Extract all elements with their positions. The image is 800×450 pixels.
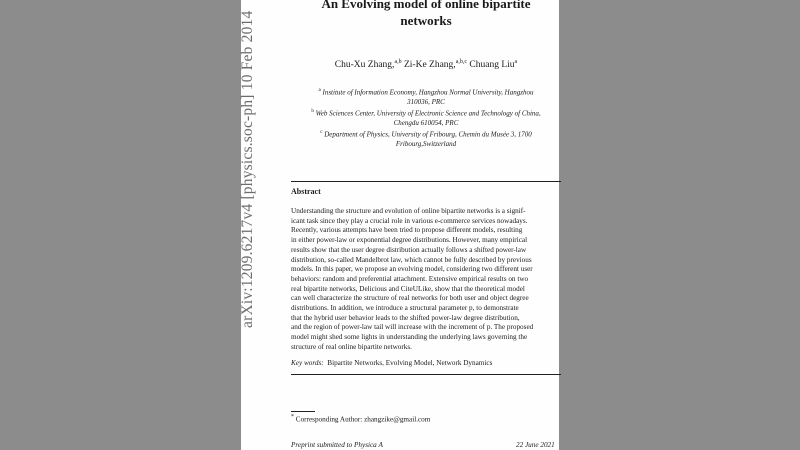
footnote: [291, 414, 430, 423]
arxiv-stamp: arXiv:1209.6217v4 [physics.soc-ph] 10 Feb 2014: [239, 10, 256, 328]
affiliation-b-line1: Web Sciences Center, University of Electronic Science and Technology of China,: [315, 109, 541, 118]
abstract-line: can well characterize the structure of real networks for both user and object degree: [291, 294, 529, 303]
abstract-line: distribution, so-called Mandelbrot law, which cannot be fully described by previous: [291, 255, 532, 264]
keywords-label: Key words:: [291, 359, 324, 367]
affiliation-c-line1: Department of Physics, University of Fribourg, Chemin du Musée 3, 1700: [324, 130, 532, 139]
paper-title: [291, 0, 561, 29]
affiliation-c: [291, 128, 561, 149]
abstract-line: results show that the user degree distribution actually follows a shifted power-law: [291, 245, 527, 254]
abstract-line: structure of real online bipartite networks.: [291, 342, 412, 351]
abstract-line: Recently, various attempts have been tried to propose different models, resulting: [291, 226, 523, 235]
abstract-line: Understanding the structure and evolution of online bipartite networks is a signif-: [291, 207, 526, 215]
affiliation-c-line2: Fribourg,Switzerland: [395, 140, 457, 149]
abstract-line: in either power-law or exponential degree distributions. However, many empirical: [291, 236, 528, 245]
pdf-page: [241, 0, 559, 450]
keywords-value: Bipartite Networks, Evolving Model, Network Dynamics: [327, 359, 493, 367]
author-2: Zi-Ke Zhang,: [401, 60, 456, 71]
preprint-date: 22 June 2021: [516, 441, 555, 449]
affiliation-a: [291, 86, 561, 107]
affiliation-b-mark: b: [311, 109, 314, 114]
keywords: [291, 359, 492, 367]
title-line-1: An Evolving model of online bipartite: [321, 0, 531, 11]
abstract-bottom-rule: [291, 374, 561, 375]
author-list: [291, 59, 561, 70]
author-1: Chu-Xu Zhang,: [334, 60, 395, 71]
abstract-line: distributions. In addition, we introduce a structural parameter p, to demonstrate: [291, 304, 519, 313]
abstract-line: behaviors: random and preferential attachment. Extensive empirical results on two: [291, 274, 529, 283]
title-line-2: networks: [400, 13, 452, 28]
author-1-affil: a,b: [394, 59, 402, 65]
abstract-line: models. In this paper, we propose an evolving model, considering two different user: [291, 265, 533, 274]
affiliation-a-line2: 310036, PRC: [407, 98, 445, 107]
abstract-line: model might shed some lights in understanding the underlying laws governing the: [291, 333, 528, 342]
abstract-line: that the hybrid user behavior leads to the shifted power-law degree distribution,: [291, 313, 520, 322]
abstract-line: icant task since they play a crucial role in various e-commerce services nowadays.: [291, 216, 528, 225]
affiliation-b: [291, 107, 561, 128]
viewer-background-right: [559, 0, 800, 450]
author-2-affil: a,b,c: [455, 59, 468, 65]
affiliation-a-mark: a: [318, 88, 321, 93]
abstract-heading: Abstract: [291, 187, 321, 196]
footnote-rule: [291, 411, 315, 412]
abstract-line: real bipartite networks, Delicious and CiteULike, show that the theoretical model: [291, 284, 525, 293]
affiliation-a-line1: Institute of Information Economy, Hangzhou Normal University, Hangzhou: [322, 88, 534, 97]
abstract-line: and the region of power-law tail will increase with the increment of p. The proposed: [291, 323, 534, 332]
viewer-background-left: [0, 0, 241, 450]
author-3-affil: a: [514, 59, 518, 65]
footnote-mark: *: [291, 414, 294, 420]
abstract-text: [291, 207, 563, 353]
affiliation-c-mark: c: [320, 130, 323, 135]
affiliation-b-line2: Chengdu 610054, PRC: [393, 119, 459, 128]
author-3: Chuang Liu: [467, 60, 515, 71]
abstract-top-rule: [291, 181, 561, 182]
footnote-text: Corresponding Author: zhangzike@gmail.com: [295, 415, 431, 424]
preprint-note: Preprint submitted to Physica A: [291, 441, 383, 449]
